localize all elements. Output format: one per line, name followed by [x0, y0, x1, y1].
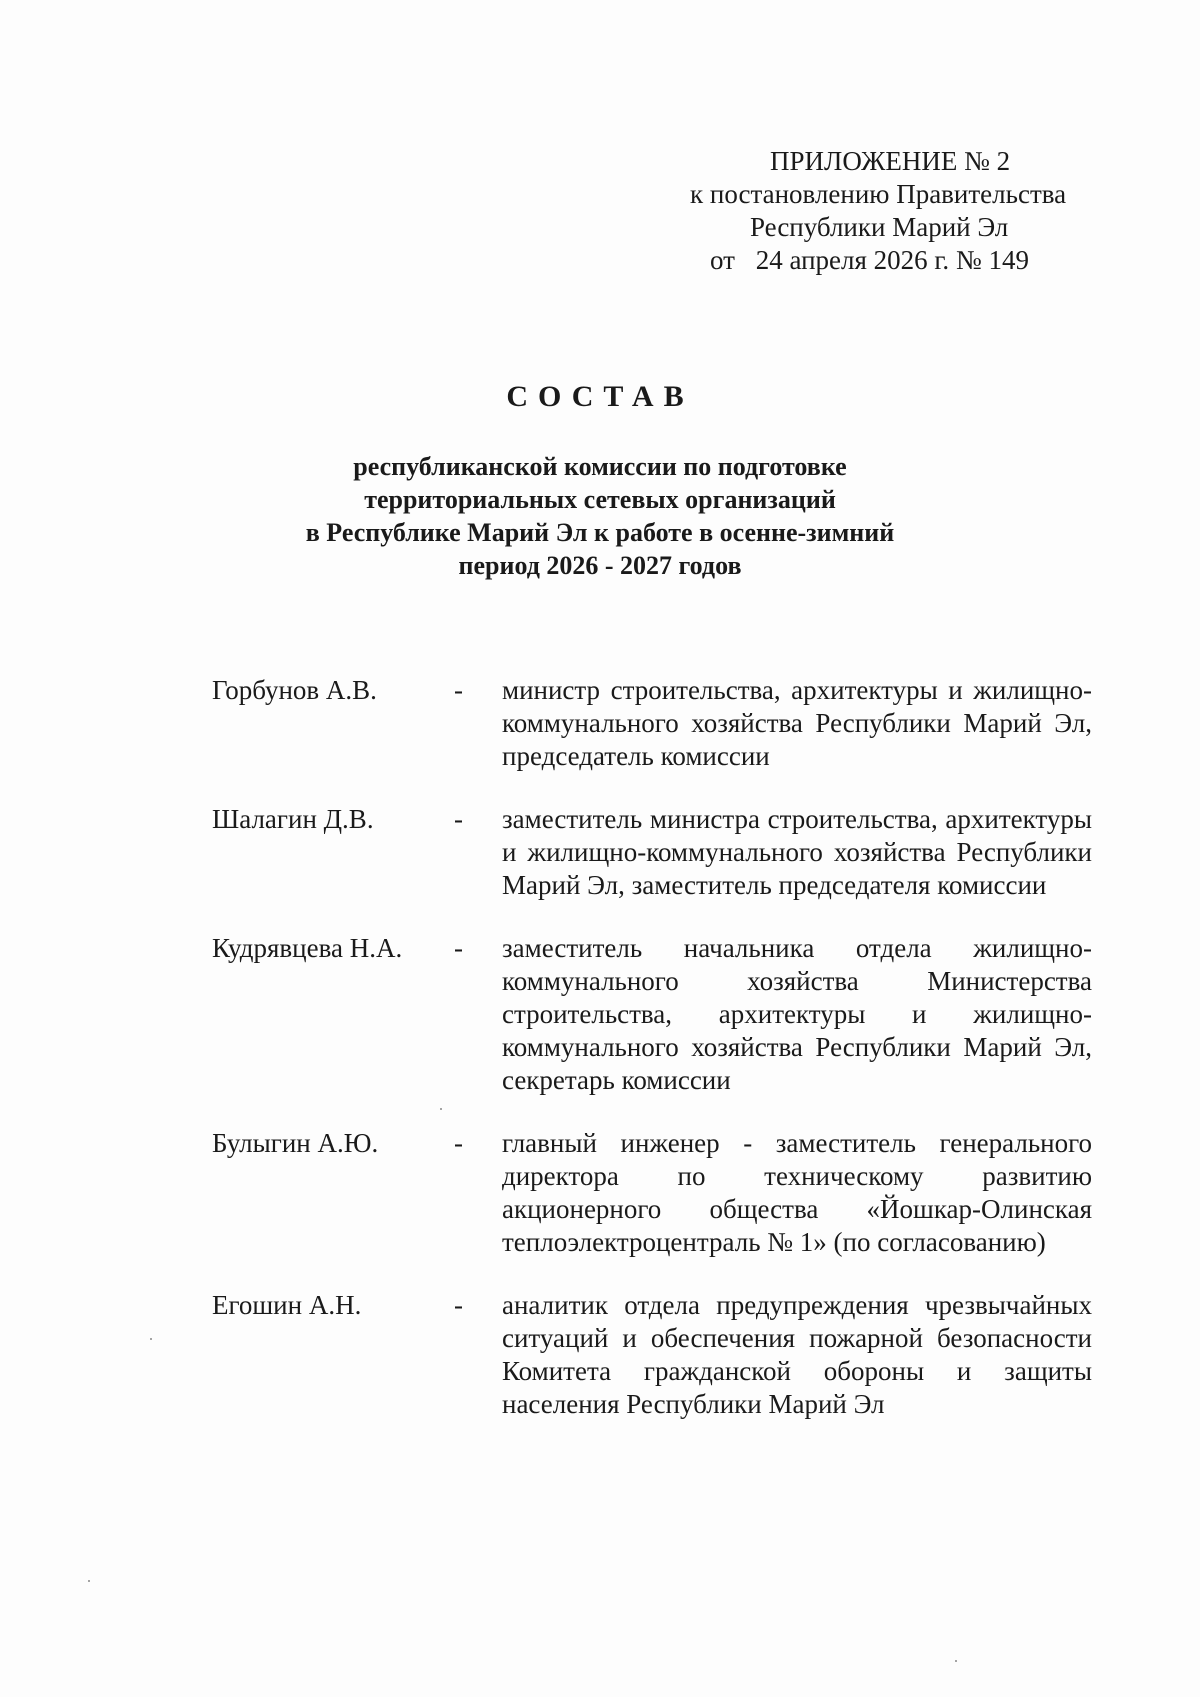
appendix-resolution-line: к постановлению Правительства [690, 179, 1067, 209]
member-role: заместитель министра строительства, архитектуры и жилищно-коммунального хозяйства Республики Марий Эл, заместитель председателя комиссии [502, 804, 1092, 900]
appendix-date-line [690, 244, 1090, 277]
member-dash: - [454, 804, 463, 834]
member-dash: - [454, 1128, 463, 1158]
members-list [212, 674, 1092, 1451]
member-name: Егошин А.Н. [212, 1290, 362, 1320]
member-dash: - [454, 675, 463, 705]
scan-speck [955, 1660, 957, 1662]
subtitle-line-3: в Республике Марий Эл к работе в осенне-зимний [305, 518, 895, 547]
appendix-number: № 149 [955, 245, 1029, 275]
document-subtitle [0, 450, 1200, 582]
member-role: аналитик отдела предупреждения чрезвычайных ситуаций и обеспечения пожарной безопасности Комитета гражданской обороны и защиты населения Республики Марий Эл [502, 1290, 1092, 1419]
appendix-date: 24 апреля 2026 г. [755, 245, 950, 275]
member-row [212, 1127, 1092, 1259]
appendix-label: ПРИЛОЖЕНИЕ № 2 [770, 146, 1011, 176]
member-name: Булыгин А.Ю. [212, 1128, 379, 1158]
member-row [212, 674, 1092, 773]
member-dash: - [454, 933, 463, 963]
member-dash: - [454, 1290, 463, 1320]
member-row [212, 1289, 1092, 1421]
member-row [212, 803, 1092, 902]
member-name: Кудрявцева Н.А. [212, 933, 403, 963]
scan-speck [150, 1338, 152, 1340]
member-role: заместитель начальника отдела жилищно-коммунального хозяйства Министерства строительства, архитектуры и жилищно-коммунального хозяйства Республики Марий Эл, секретарь комиссии [502, 933, 1092, 1095]
appendix-date-prefix: от [710, 245, 735, 275]
subtitle-line-2: территориальных сетевых организаций [364, 485, 836, 514]
document-title: СОСТАВ [506, 380, 694, 413]
member-name: Горбунов А.В. [212, 675, 377, 705]
member-role: главный инженер - заместитель генерального директора по техническому развитию акционерного общества «Йошкар-Олинская теплоэлектроцентраль № 1» (по согласованию) [502, 1128, 1092, 1257]
appendix-republic-line: Республики Марий Эл [750, 212, 1009, 242]
subtitle-line-4: период 2026 - 2027 годов [458, 551, 742, 580]
subtitle-line-1: республиканской комиссии по подготовке [353, 452, 847, 481]
appendix-header [690, 145, 1090, 277]
member-name: Шалагин Д.В. [212, 804, 374, 834]
member-row [212, 932, 1092, 1097]
scan-speck [88, 1580, 90, 1582]
member-role: министр строительства, архитектуры и жилищно-коммунального хозяйства Республики Марий Эл, председатель комиссии [502, 675, 1092, 771]
scan-speck [440, 1108, 442, 1110]
